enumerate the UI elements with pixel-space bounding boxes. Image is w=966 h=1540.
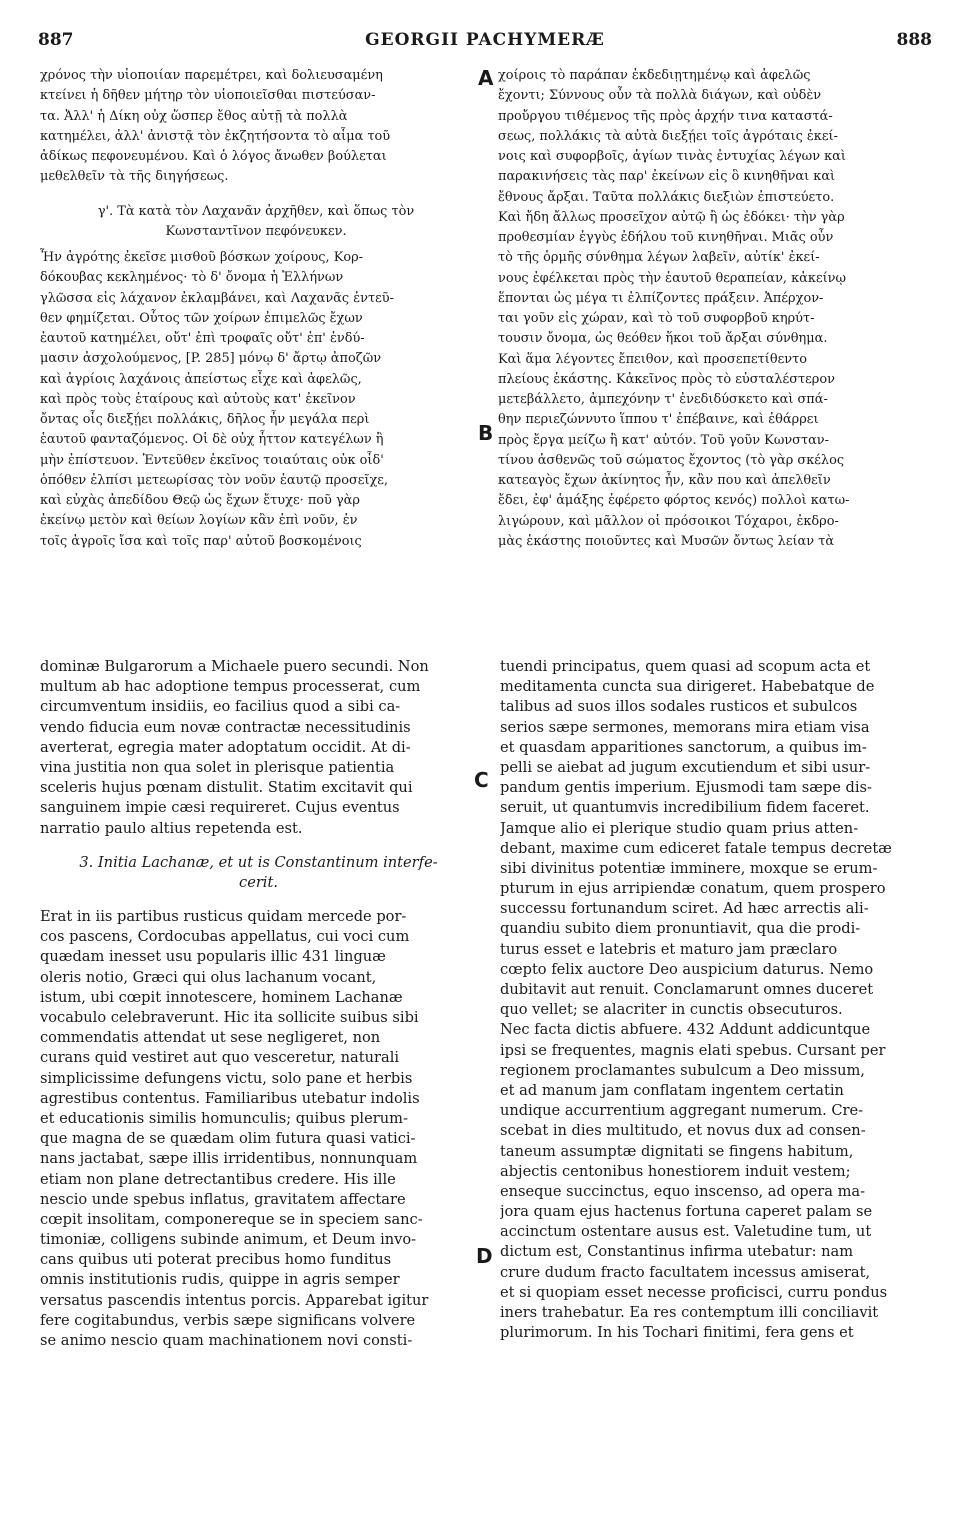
text-line: ἑαυτοῦ κατημέλει, οὔτ' ἐπὶ τροφαῖς οὔτ' ἐπ' ἐνδύ- — [40, 331, 365, 346]
text-line: ὄντας οἷς διεξῄει πολλάκις, δῆλος ἦν μεγάλα περὶ — [40, 412, 370, 427]
page-header — [38, 30, 932, 56]
text-line: καὶ ἀγρίοις λαχάνοις ἀπείστως εἶχε καὶ ἀφελῶς, — [40, 371, 362, 387]
text-line: ἀδίκως πεφονευμένου. Καὶ ὁ λόγος ἄνωθεν βούλεται — [40, 149, 387, 164]
text-line: μὴν ἐπίστευον. Ἐντεῦθεν ἐκεῖνος τοιαύταις οὐκ οἶδ' — [40, 452, 384, 468]
text-line: χοίροις τὸ παράπαν ἐκδεδιῃτημένῳ καὶ ἀφελῶς — [498, 68, 811, 83]
text-line: sceleris hujus pœnam distulit. Statim excitavit qui — [40, 779, 413, 797]
latin-paragraph-3 — [500, 657, 936, 1343]
text-line: enseque succinctus, equo inscenso, ad opera ma- — [500, 1182, 866, 1200]
text-line: τουσιν ὄνομα, ὡς θεόθεν ἥκοι τοῦ ἄρξαι σύνθημα. — [498, 331, 828, 347]
text-line: meditamenta cuncta sua dirigeret. Habebatque de — [500, 678, 875, 696]
text-line: Καὶ ἤδη ἄλλως προσεῖχον αὐτῷ ἢ ὡς ἐδόκει· τὴν γὰρ — [498, 209, 845, 225]
text-line: πρὸς ἔργα μείζω ἢ κατ' αὐτόν. Τοῦ γοῦν Κωνσταν- — [498, 432, 829, 448]
text-line: oleris notio, Græci qui olus lachanum vocant, — [40, 968, 377, 986]
text-line: taneum assumptæ dignitati se fingens habitum, — [500, 1142, 854, 1160]
text-line: cœpit insolitam, componereque se in speciem sanc- — [40, 1210, 423, 1228]
text-line: Erat in iis partibus rusticus quidam mercede por- — [40, 908, 407, 926]
text-line: crure dudum fracto facultatem incessus amiserat, — [500, 1263, 871, 1281]
greek-column-left — [40, 66, 472, 552]
text-line: dominæ Bulgarorum a Michaele puero secundi. Non — [40, 658, 429, 675]
text-line: cerit. — [239, 873, 278, 891]
greek-paragraph-3 — [498, 66, 932, 552]
text-line: narratio paulo altius repetenda est. — [40, 819, 303, 837]
text-line: ἔδει, ἐφ' ἁμάξης ἐφέρετο φόρτος κενός) πολλοὶ κατω- — [498, 493, 850, 509]
text-line: et si quopiam esset necesse proficisci, curru pondus — [500, 1283, 888, 1301]
text-line: talibus ad suos illos sodales rusticos et subulcos — [500, 698, 858, 716]
text-line: curans quid vestiret aut quo vesceretur, naturali — [40, 1049, 400, 1067]
text-line: pelli se aiebat ad jugum excutiendum et sibi usur- — [500, 758, 871, 776]
text-line: dictum est, Constantinus infirma utebatur: nam — [500, 1243, 854, 1261]
text-line: scebat in dies multitudo, et novus dux ad consen- — [500, 1122, 866, 1140]
text-line: agrestibus contentus. Familiaribus utebatur indolis — [40, 1089, 420, 1107]
text-line: cœpto felix auctore Deo auspicium daturus. Nemo — [500, 960, 874, 978]
text-line: λιγώρουν, καὶ μᾶλλον οἱ πρόσοικοι Τόχαροι, ἐκδρο- — [498, 513, 839, 529]
text-line: turus esset e latebris et maturo jam præclaro — [500, 940, 838, 958]
text-line: averterat, egregia mater adoptatum occidit. At di- — [40, 738, 411, 756]
text-line: vina justitia non qua solet in plerisque patientia — [40, 758, 395, 776]
text-line: προθεσμίαν ἐγγὺς ἐδήλου τοῦ κινηθῆναι. Μιᾶς οὖν — [498, 230, 834, 245]
text-line: istum, ubi cœpit innotescere, hominem Lachanæ — [40, 988, 403, 1006]
text-line: quandiu subito diem pronuntiavit, qua die prodi- — [500, 920, 861, 938]
text-line: ται γοῦν εἰς χώραν, καὶ τὸ τοῦ συφορβοῦ κηρύτ- — [498, 311, 815, 326]
text-line: successu fortunandum sciret. Ad hæc arrectis ali- — [500, 900, 869, 918]
text-line: versatus pascendis intentus porcis. Apparebat igitur — [40, 1291, 429, 1309]
text-line: cos pascens, Cordocubas appellatus, cui voci cum — [40, 928, 410, 946]
text-line: omnis institutionis rudis, quippe in agris semper — [40, 1271, 400, 1289]
margin-marker-c: C — [474, 768, 489, 792]
text-line: quædam inesset usu popularis illic 431 linguæ — [40, 948, 386, 966]
text-line: dubitavit aut renuit. Conclamarunt omnes duceret — [500, 981, 874, 998]
text-line: τα. Ἀλλ' ἡ Δίκη οὐχ ὥσπερ ἔθος αὐτῇ τὰ πολλὰ — [40, 108, 348, 124]
text-line: seruit, ut quantumvis incredibilium fidem faceret. — [500, 799, 870, 817]
text-line: Καὶ ἅμα λέγοντες ἔπειθον, καὶ προσεπετίθεντο — [498, 351, 808, 367]
text-line: προὔργου τιθέμενος τῆς πρὸς ἀρχήν τινα καταστά- — [498, 108, 833, 124]
text-line: τὸ τῆς ὁρμῆς σύνθημα λέγων λαβεῖν, αὐτίκ' ἐκεί- — [498, 250, 820, 266]
text-line: ipsi se frequentes, magnis elati spebus. Cursant per — [500, 1041, 886, 1059]
text-line: debant, maxime cum ediceret fatale tempus decretæ — [500, 839, 892, 857]
text-line: et educationis similis homunculis; quibus plerum- — [40, 1109, 408, 1127]
latin-section-heading — [40, 853, 477, 893]
text-line: pturum in ejus arripiendæ conatum, quem prospero — [500, 880, 886, 898]
text-line: iners trahebatur. Ea res contemptum illi conciliavit — [500, 1304, 879, 1321]
text-line: δόκουβας κεκλημένος· τὸ δ' ὄνομα ἡ Ἑλλήνων — [40, 270, 344, 286]
text-line: νους ἐφέλκεται πρὸς τὴν ἑαυτοῦ θεραπείαν, κἀκείνῳ — [498, 270, 847, 286]
margin-marker-a: A — [478, 66, 494, 90]
text-line: vendo fiducia eum novæ contractæ necessitudinis — [40, 718, 411, 736]
text-line: serios sæpe sermones, memorans mira etiam visa — [500, 718, 870, 736]
running-title: GEORGII PACHYMERÆ — [365, 30, 605, 50]
text-line: quo vellet; se alacriter in cunctis obsecuturos. — [500, 1001, 843, 1019]
text-line: μετεβάλλετο, ἀμπεχόνην τ' ἐνεδιδύσκετο καὶ σπά- — [498, 392, 828, 407]
text-line: regionem proclamantes subulcum a Deo missum, — [500, 1061, 865, 1079]
text-line: γλῶσσα εἰς λάχανον ἐκλαμβάνει, καὶ Λαχανᾶς ἐντεῦ- — [40, 290, 394, 306]
text-line: κατεαγὸς ἔχων ἀκίνητος ἦν, κἂν που καὶ ἀπελθεῖν — [498, 473, 831, 488]
text-line: παρακινήσεις τὰς παρ' ἐκείνων εἰς ὃ κινηθῆναι καὶ — [498, 169, 836, 185]
text-line: Ἦν ἀγρότης ἐκεῖσε μισθοῦ βόσκων χοίρους, Κορ- — [40, 250, 364, 265]
text-line: κτείνει ἡ δῆθεν μήτηρ τὸν υἱοποιεῖσθαι πιστεύσαν- — [40, 88, 376, 104]
text-line: commendatis attendat ut sese negligeret, non — [40, 1029, 381, 1047]
text-line: νοις καὶ συφορβοῖς, ἁγίων τινὰς ἐντυχίας λέγων καὶ — [498, 149, 846, 164]
text-line: μασιν ἀσχολούμενος, [P. 285] μόνῳ δ' ἄρτῳ ἀποζῶν — [40, 351, 382, 367]
text-line: θην περιεζώννυτο ἵππου τ' ἐπέβαινε, καὶ ἐθάρρει — [498, 412, 819, 428]
greek-paragraph-2 — [40, 248, 472, 552]
text-line: χρόνος τὴν υἱοποιίαν παρεμέτρει, καὶ δολιευσαμένη — [40, 68, 383, 83]
text-line: σεως, πολλάκις τὰ αὐτὰ διεξῄει τοῖς ἀγρόταις ἐκεί- — [498, 128, 838, 144]
text-line: nescio unde spebus inflatus, gravitatem affectare — [40, 1190, 406, 1208]
text-line: se animo nescio quam machinationem novi consti- — [40, 1332, 413, 1349]
text-line: sanguinem impie cæsi requireret. Cujus eventus — [40, 799, 400, 817]
text-line: Jamque alio ei plerique studio quam prius atten- — [500, 819, 859, 837]
text-line: πλείους ἑκάστης. Κἀκεῖνος πρὸς τὸ εὐσταλέστερον — [498, 371, 835, 387]
text-line: undique accurrentium aggregant numerum. Cre- — [500, 1102, 864, 1120]
text-line: circumventum insidiis, eo facilius quod a sibi ca- — [40, 698, 401, 716]
greek-column-right — [498, 66, 932, 552]
text-line: κατημέλει, ἀλλ' ἀνιστᾷ τὸν ἐκζητήσοντα τὸ αἷμα τοῦ — [40, 128, 391, 144]
text-line: simplicissime defungens victu, solo pane et herbis — [40, 1069, 413, 1087]
margin-marker-d: D — [476, 1244, 493, 1268]
text-line: καὶ εὐχὰς ἀπεδίδου Θεῷ ὡς ἔχων ἔτυχε· ποῦ γὰρ — [40, 493, 360, 508]
margin-marker-b: B — [478, 421, 494, 445]
text-line: pandum gentis imperium. Ejusmodi tam sæpe dis- — [500, 779, 872, 797]
text-line: et quasdam apparitiones sanctorum, a quibus im- — [500, 738, 867, 756]
text-line: nans jactabat, sæpe illis irridentibus, nonnunquam — [40, 1150, 418, 1168]
text-line: Κωνσταντῖνον πεφόνευκεν. — [165, 223, 347, 239]
text-line: tuendi principatus, quem quasi ad scopum acta et — [500, 658, 871, 675]
text-line: fere cogitabundus, verbis sæpe significans volvere — [40, 1311, 416, 1329]
text-line: ἔχοντι; Σύννους οὖν τὰ πολλὰ διάγων, καὶ οὐδὲν — [498, 88, 822, 104]
latin-paragraph-2 — [40, 907, 477, 1351]
text-line: multum ab hac adoptione tempus processerat, cum — [40, 678, 421, 696]
text-line: 3. Initia Lachanæ, et ut is Constantinum interfe- — [79, 853, 438, 871]
text-line: ἔθνους ἄρξαι. Ταῦτα πολλάκις διεξιὼν ἐπιστεύετο. — [498, 189, 835, 205]
text-line: γ'. Τὰ κατὰ τὸν Λαχανᾶν ἀρχῆθεν, καὶ ὅπως τὸν — [97, 203, 415, 219]
greek-section-heading — [40, 202, 472, 243]
text-line: etiam non plane detrectantibus credere. His ille — [40, 1170, 396, 1188]
latin-column-right — [500, 657, 936, 1343]
text-line: ἕπονται ὡς μέγα τι ἐλπίζοντες πράξειν. Ἀπέρχον- — [498, 290, 824, 306]
text-line: cans quibus uti poterat precibus homo funditus — [40, 1251, 392, 1269]
text-line: ἑαυτοῦ φανταζόμενος. Οἱ δὲ οὐχ ἧττον κατεγέλων ἢ — [40, 432, 384, 448]
text-line: τίνου ἀσθενῶς τοῦ σώματος ἔχοντος (τὸ γὰρ σκέλος — [498, 452, 845, 468]
text-line: ὁπόθεν ἐλπίσι μετεωρίσας τὸν νοῦν ἑαυτῷ προσεῖχε, — [40, 472, 389, 488]
text-line: jora quam ejus hactenus fortuna caperet palam se — [500, 1203, 873, 1221]
latin-paragraph-1 — [40, 657, 477, 839]
page-number-left: 887 — [38, 30, 74, 50]
text-line: μὰς ἑκάστης ποιοῦντες καὶ Μυσῶν ὄντως λείαν τὰ — [498, 533, 835, 549]
text-line: timoniæ, colligens subinde animum, et Deum invo- — [40, 1231, 417, 1249]
text-line: que magna de se quædam olim futura quasi vatici- — [40, 1130, 416, 1148]
text-line: sibi divinitus potentiæ imminere, moxque se erum- — [500, 859, 878, 877]
text-line: Nec facta dictis abfuere. 432 Addunt addicuntque — [500, 1021, 871, 1039]
text-line: vocabulo celebraverunt. Hic ita sollicite suibus sibi — [40, 1009, 419, 1026]
greek-paragraph-1 — [40, 66, 472, 188]
page-number-right: 888 — [896, 30, 932, 50]
text-line: ἐκείνῳ μετὸν καὶ θείων λογίων κἂν ἐπὶ νοῦν, ἐν — [40, 513, 358, 529]
latin-column-left — [40, 657, 477, 1351]
text-line: accinctum ostentare ausus est. Valetudine tum, ut — [500, 1223, 872, 1241]
text-line: θεν φημίζεται. Οὗτος τῶν χοίρων ἐπιμελῶς ἔχων — [40, 310, 363, 326]
text-line: τοῖς ἀγροῖς ἴσα καὶ τοῖς παρ' αὐτοῦ βοσκομένοις — [40, 533, 362, 549]
text-line: abjectis centonibus honestiorem induit vestem; — [500, 1162, 851, 1180]
text-line: καὶ πρὸς τοὺς ἑταίρους καὶ αὐτοὺς κατ' ἐκεῖνον — [40, 391, 356, 407]
text-line: et ad manum jam conflatam ingentem certatin — [500, 1081, 844, 1099]
text-line: μεθελθεῖν τὰ τῆς διηγήσεως. — [40, 169, 229, 185]
text-line: plurimorum. In his Tochari finitimi, fera gens et — [500, 1324, 854, 1342]
